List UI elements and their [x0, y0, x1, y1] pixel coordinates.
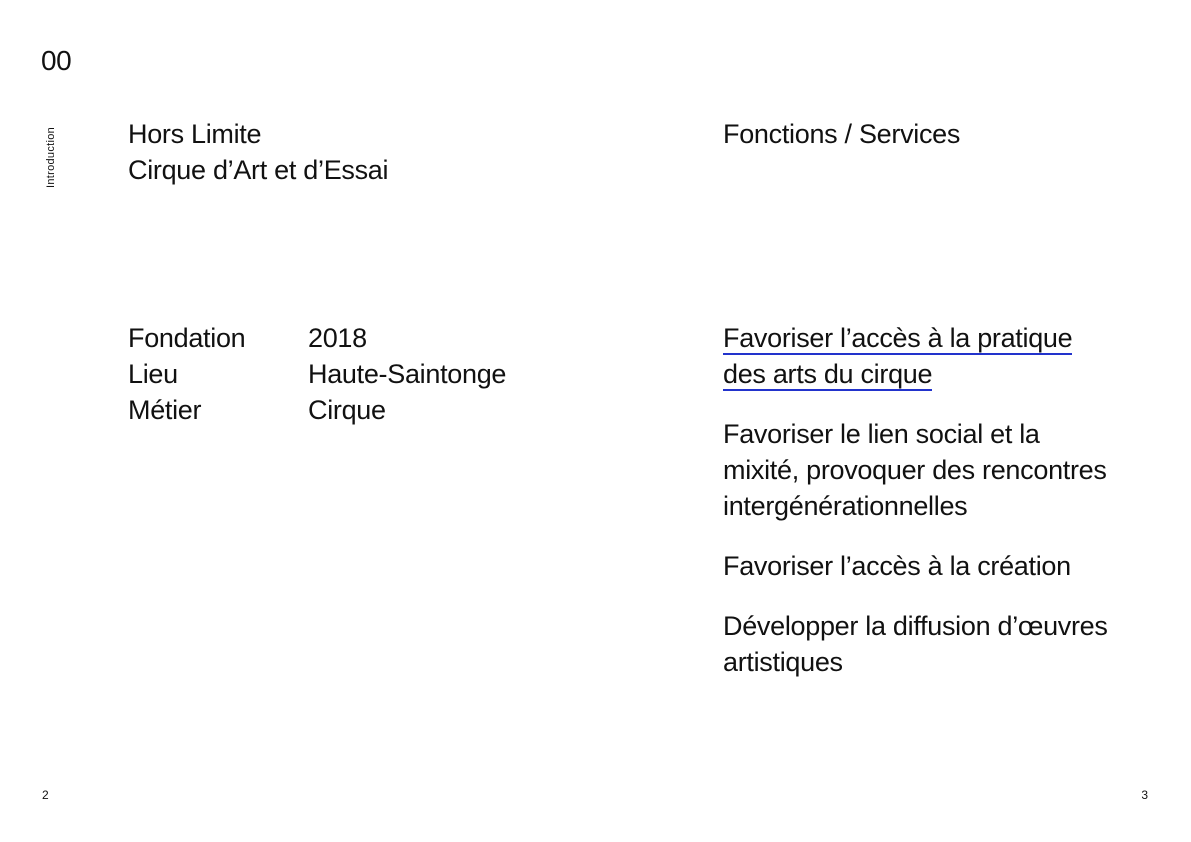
fact-label: Fondation [128, 323, 246, 353]
organization-name: Hors Limite [128, 119, 262, 149]
facts-list [128, 320, 506, 428]
service-link[interactable]: des arts du cirque [723, 359, 933, 389]
service-text: intergénérationnelles [723, 491, 968, 521]
section-number: 00 [41, 45, 72, 76]
organization-heading [128, 116, 388, 188]
page-number-right: 3 [1141, 788, 1148, 802]
fact-row-lieu [128, 356, 506, 392]
functions-title: Fonctions / Services [723, 119, 961, 149]
service-text: Développer la diffusion d’œuvres [723, 611, 1108, 641]
service-item [723, 608, 1163, 680]
services-list [723, 320, 1163, 704]
section-label: Introduction [45, 126, 57, 188]
fact-label: Métier [128, 395, 202, 425]
fact-value: Haute-Saintonge [308, 359, 507, 389]
fact-row-fondation [128, 320, 506, 356]
service-link[interactable]: Favoriser l’accès à la pratique [723, 323, 1073, 353]
service-text: mixité, provoquer des rencontres [723, 455, 1107, 485]
organization-subtitle: Cirque d’Art et d’Essai [128, 155, 389, 185]
fact-value: 2018 [308, 323, 367, 353]
service-text: Favoriser le lien social et la [723, 419, 1040, 449]
service-text: artistiques [723, 647, 843, 677]
fact-row-metier [128, 392, 506, 428]
fact-value: Cirque [308, 395, 386, 425]
service-item [723, 548, 1163, 584]
service-item[interactable] [723, 320, 1163, 392]
fact-label: Lieu [128, 359, 178, 389]
service-item [723, 416, 1163, 524]
service-text: Favoriser l’accès à la création [723, 551, 1071, 581]
page-number-left: 2 [42, 788, 49, 802]
